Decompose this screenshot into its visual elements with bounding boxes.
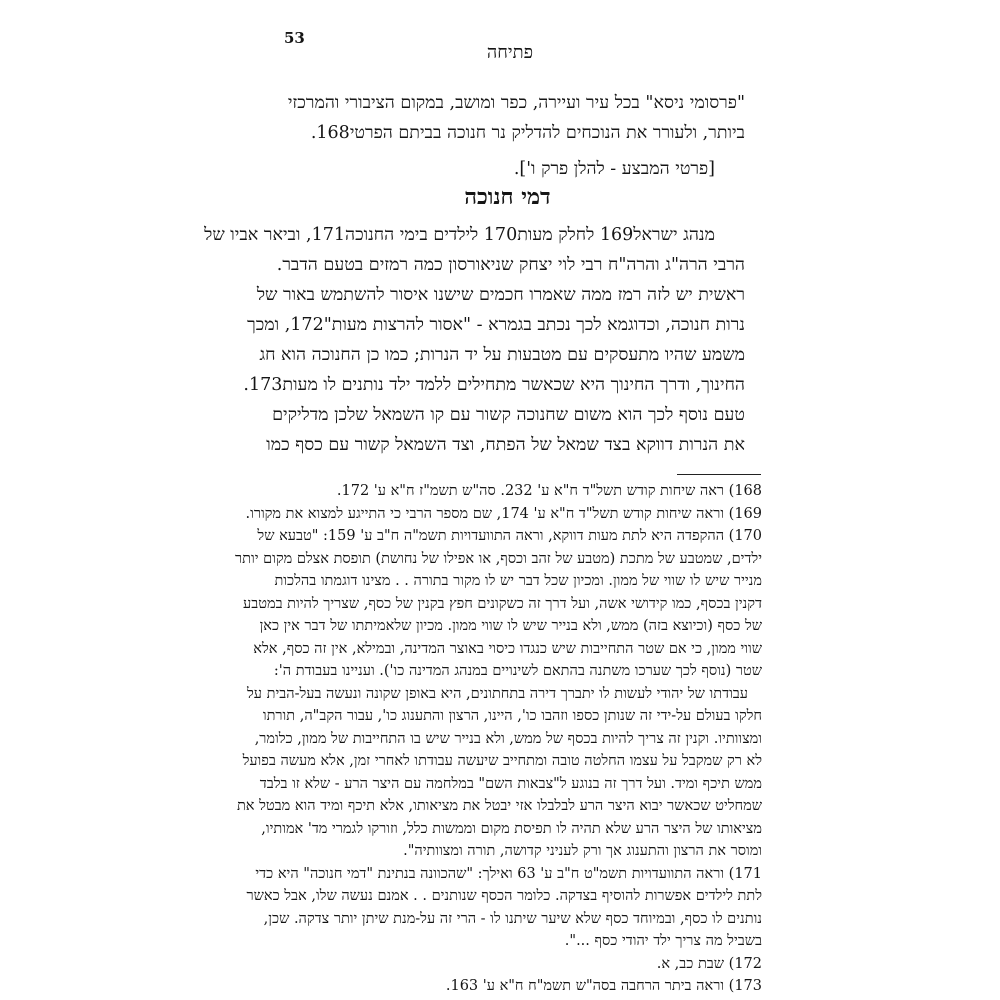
text-line: ראשית יש לזה רמז ממה שאמרו חכמים שישנו איסור להשתמש באור של	[256, 285, 745, 305]
intro-paragraph	[270, 88, 745, 184]
text-line: החינוך, ודרך החינוך היא שכאשר מתחילים ללמד ילד נותנים לו מעות173.	[243, 375, 745, 395]
footnote-separator	[677, 474, 761, 475]
text-line: ביותר, ולעורר את הנוכחים להדליק נר חנוכה בביתם הפרטי168.	[310, 123, 745, 143]
footnote-line: מציאותו של היצר הרע שלא תהיה לו תפיסת מקום וממשות כלל, וזורקו לגמרי מד' אמותיו,	[261, 820, 762, 837]
footnote-line: ממש תיכף ומיד. ועל דרך זה בנוגע ל"צבאות השם" במלחמה עם היצר הרע - שלא זו בלבד	[259, 775, 762, 792]
footnote-line: מנייר שיש לו שווי של ממון. ומכיון שכל דבר יש לו מקור בתורה . . מצינו דוגמתו בהלכות	[274, 573, 762, 589]
footnote-line: דקנין בכסף, כמו קידושי אשה, ועל דרך זה כשקונים חפץ בקנין של כסף, שצריך להיות במטבע	[243, 595, 762, 612]
cross-reference-line: [פרטי המבצע - להלן פרק ו'].	[513, 159, 715, 179]
text-line: הרבי הרה"ג והרה"ח רבי לוי יצחק שניאורסון כמה רמזים בטעם הדבר.	[276, 255, 745, 275]
text-line: את הנרות דווקא בצד שמאל של הפתח, וצד השמאל קשור עם כסף כמו	[266, 435, 745, 455]
footnote-line: חלקו בעולם על-ידי זה שנותן כספו וזהבו כו', היינו, הרצון והתענוג כו', עבור הקב"ה, תורתו	[262, 708, 762, 724]
text-line: "פרסומי ניסא" בכל עיר ועיירה, כפר ומושב, במקום הציבורי והמרכזי	[287, 93, 745, 113]
text-line: מנהג ישראל169 לחלק מעות170 לילדים בימי החנוכה171, וביאר אביו של	[204, 225, 715, 245]
footnote-line: עבודתו של יהודי לעשות לו יתברך דירה בתחתונים, היא באופן שקונה ונעשה בעל-הבית על	[247, 685, 748, 702]
footnote-line: 168) ראה שיחות קודש תשל"ד ח"א ע' 232. סה"ש תשמ"ז ח"א ע' 172.	[336, 483, 762, 499]
footnote-line: נותנים לו כסף, ובמיוחד כסף שלא שיער שיתנו לו - הרי זה על-מנת שיתן יותר צדקה. שכן,	[263, 910, 762, 927]
text-line: נרות חנוכה, וכדוגמא לכך נכתב בגמרא - "אסור להרצות מעות"172, ומכך	[247, 315, 745, 335]
text-line: משמע שהיו מתעסקים עם מטבעות על יד הנרות; כמו כן החנוכה הוא חג	[259, 345, 745, 365]
running-head: פתיחה	[486, 42, 534, 63]
footnote-line: ומצוותיו. וקנין זה צריך להיות בכסף של ממש, ולא בנייר שיש בו התחייבות של ממון, כלומר,	[254, 730, 762, 747]
footnote-line: 172) שבת כב, א.	[656, 955, 762, 972]
footnote-line: ומוסר את הרצון והתענוג אך ורק לעניני קדושה, תורה ומצוותיה".	[403, 843, 762, 859]
footnote-line: 170) ההקפדה היא לתת מעות דווקא, וראה התוועדויות תשמ"ה ח"ב ע' 159: "טבעא של	[257, 528, 762, 544]
footnote-line: 171) וראה התוועדויות תשמ"ט ח"ב ע' 63 ואילך: "שהכוונה בנתינת "דמי חנוכה" היא כדי	[255, 865, 762, 882]
footnote-line: לא רק שמקבל על עצמו החלטה טובה ומתחייב שיעשה עבודתו לאחרי זמן, אלא מעשה בפועל	[242, 753, 762, 769]
footnote-line: שטר (נוסף לכך שערכו משתנה בהתאם לשינויים במנהג המדינה כו'). ועניינו בעבודת ה':	[273, 663, 762, 679]
section-paragraph	[204, 220, 745, 460]
section-title: דמי חנוכה	[464, 184, 551, 210]
page-number: 53	[284, 29, 305, 47]
footnote-line: לתת לילדים אפשרות להוסיף בצדקה. כלומר הכסף שנותנים . . אמנם נעשה שלו, אבל כאשר	[246, 888, 762, 904]
footnote-line: ילדים, שמטבע של מתכת (מטבע של זהב וכסף, או אפילו של נחושת) תופסת אצלם מקום יותר	[235, 550, 762, 567]
footnote-line: שווי ממון, כי אם שטר התחייבות שיש כנגדו כיסוי באוצר המדינה, ובמילא, אין זה כסף, אלא	[253, 640, 762, 657]
footnote-line: 169) וראה שיחות קודש תשל"ד ח"א ע' 174, שם מספר הרבי כי התייגע למצוא את מקורו.	[245, 505, 762, 522]
text-line: טעם נוסף לכך הוא משום שחנוכה קשור עם קו השמאל שלכן מדליקים	[272, 405, 745, 425]
footnote-line: בשביל מה צריך ילד יהודי כסף ...".	[564, 933, 762, 949]
footnote-line: של כסף (וכיוצא בזה) ממש, ולא בנייר שיש לו שווי ממון. מכיון שלאמיתתו של דבר אין כאן	[259, 618, 762, 634]
footnote-line: שמחליט שכאשר יבוא היצר הרע לבלבלו אזי יבטל את מציאותו, אלא תיכף ומיד הוא מבטל את	[236, 798, 762, 814]
footnotes	[235, 480, 762, 998]
footnote-line: 173) וראה ביתר הרחבה בסה"ש תשמ"ח ח"א ע' 163.	[445, 978, 762, 994]
